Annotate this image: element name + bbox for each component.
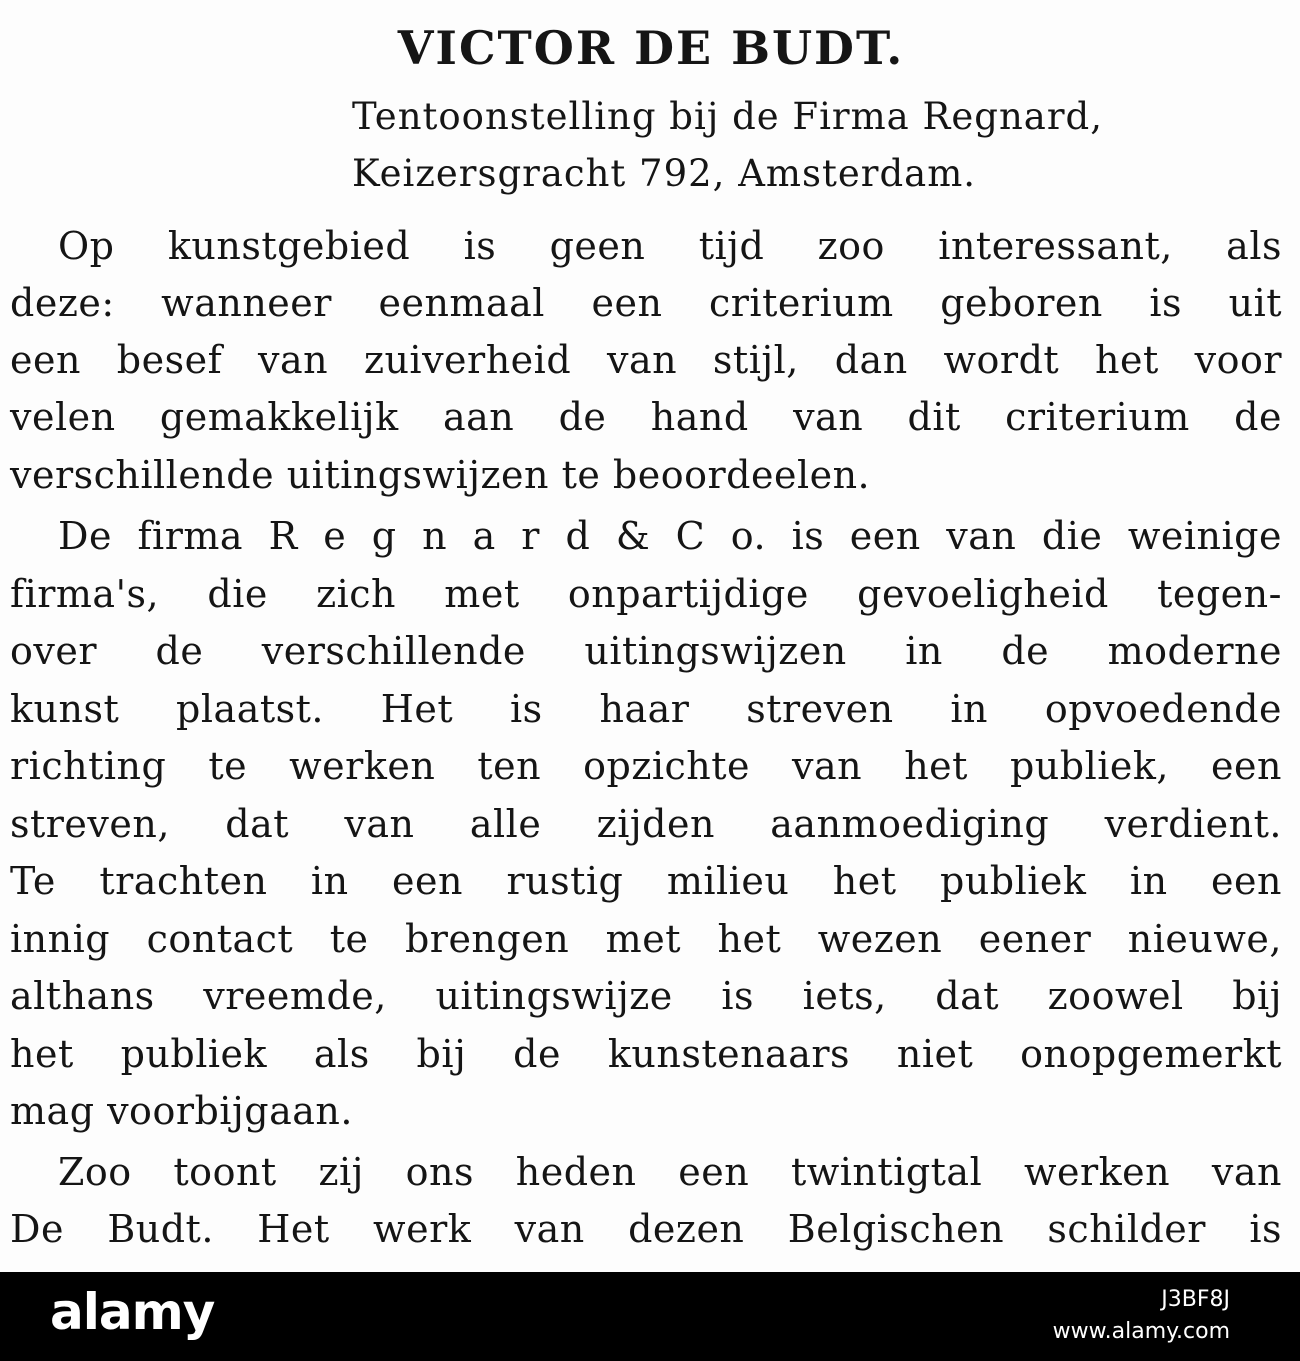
paragraph-2-line: mag voorbijgaan. (10, 1089, 353, 1133)
paragraph-2-line: innig contact te brengen met het wezen eener nieuwe, (10, 917, 1282, 961)
site-url: www.alamy.com (1052, 1319, 1230, 1344)
paragraph-2-line: Te trachten in een rustig milieu het publiek in een (10, 859, 1282, 903)
paragraph-1-line: deze: wanneer eenmaal een criterium geboren is uit (10, 281, 1282, 325)
paragraph-2-line: althans vreemde, uitingswijze is iets, dat zoowel bij (10, 974, 1282, 1018)
subheading-line-2: Keizersgracht 792, Amsterdam. (352, 152, 977, 195)
paragraph-1-line: een besef van zuiverheid van stijl, dan wordt het voor (10, 338, 1282, 382)
alamy-logo: alamy (50, 1283, 215, 1341)
paragraph-3-line: De Budt. Het werk van dezen Belgischen schilder is (10, 1207, 1282, 1251)
paragraph-1-line: velen gemakkelijk aan de hand van dit criterium de (10, 395, 1282, 439)
paragraph-2-line: firma's, die zich met onpartijdige gevoeligheid tegen- (10, 572, 1282, 616)
paragraph-2-line: het publiek als bij de kunstenaars niet onopgemerkt (10, 1032, 1282, 1076)
subheading-line-1: Tentoonstelling bij de Firma Regnard, (352, 95, 1103, 138)
image-id: J3BF8J (1161, 1287, 1230, 1312)
paragraph-1-line: Op kunstgebied is geen tijd zoo interessant, als (58, 224, 1282, 268)
paragraph-2-line: streven, dat van alle zijden aanmoediging verdient. (10, 802, 1282, 846)
watermark-footer (0, 1272, 1300, 1361)
paragraph-2-line: richting te werken ten opzichte van het publiek, een (10, 744, 1282, 788)
paragraph-2-line: over de verschillende uitingswijzen in de moderne (10, 629, 1282, 673)
article-headline: VICTOR DE BUDT. (397, 21, 905, 75)
paragraph-3-line: Zoo toont zij ons heden een twintigtal werken van (58, 1150, 1282, 1194)
paragraph-2-line: De firma R e g n a r d & C o. is een van die weinige (58, 514, 1282, 558)
paragraph-2-line: kunst plaatst. Het is haar streven in opvoedende (10, 687, 1282, 731)
paragraph-1-line: verschillende uitingswijzen te beoordeelen. (10, 453, 871, 497)
